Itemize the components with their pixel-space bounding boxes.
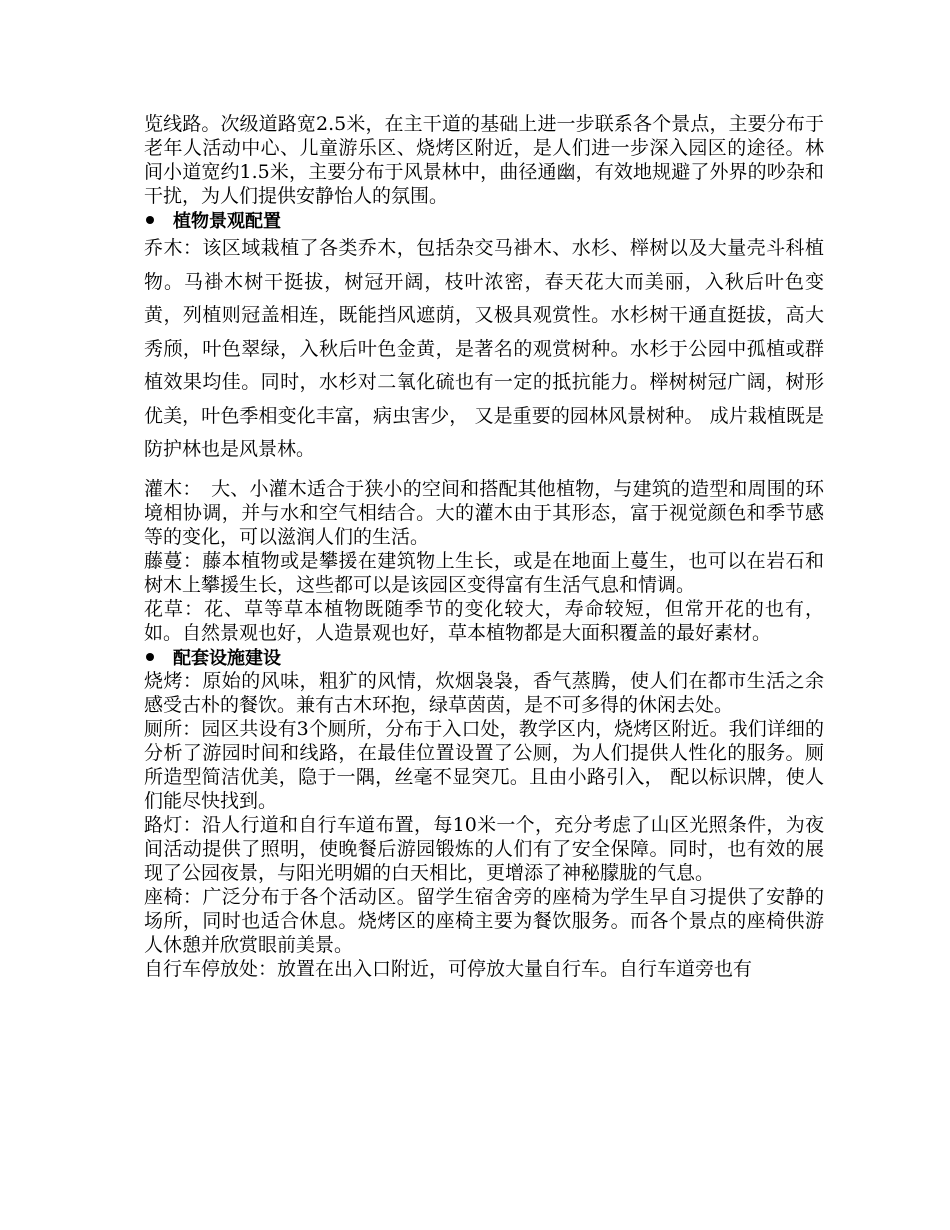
paragraph-flowers: 花草：花、草等草本植物既随季节的变化较大，寿命较短，但常开花的也有，如。自然景观也好，人造景观也好，草本植物都是大面积覆盖的最好素材。	[144, 597, 824, 644]
paragraph-benches: 座椅：广泛分布于各个活动区。留学生宿舍旁的座椅为学生早自习提供了安静的场所，同时也适合休息。烧烤区的座椅主要为餐饮服务。而各个景点的座椅供游人休憩并欣赏眼前美景。	[144, 885, 824, 956]
bullet-icon	[146, 216, 154, 224]
paragraph-bbq: 烧烤：原始的风味，粗犷的风情，炊烟袅袅，香气蒸腾，使人们在都市生活之余感受古朴的餐饮。兼有古木环抱，绿草茵茵，是不可多得的休闲去处。	[144, 669, 824, 716]
section-heading-facilities-text: 配套设施建设	[173, 647, 281, 669]
paragraph-street-lamps: 路灯：沿人行道和自行车道布置，每10米一个，充分考虑了山区光照条件，为夜间活动提供了照明，使晚餐后游园锻炼的人们有了安全保障。同时，也有效的展现了公园夜景，与阳光明媚的白天相比，更增添了神秘朦胧的气息。	[144, 813, 824, 884]
paragraph-road-network: 览线路。次级道路宽2.5米，在主干道的基础上进一步联系各个景点，主要分布于老年人活动中心、儿童游乐区、烧烤区附近，是人们进一步深入园区的途径。林间小道宽约1.5米，主要分布于风景林中，曲径通幽，有效地规避了外界的吵杂和干扰，为人们提供安静怡人的氛围。	[144, 113, 824, 207]
paragraph-trees: 乔木：该区域栽植了各类乔木，包括杂交马褂木、水杉、榉树以及大量壳斗科植物。马褂木树干挺拔，树冠开阔，枝叶浓密，春天花大而美丽，入秋后叶色变黄，列植则冠盖相连，既能挡风遮荫，又极具观赏性。水杉树干通直挺拔，高大秀颀，叶色翠绿，入秋后叶色金黄，是著名的观赏树种。水杉于公园中孤植或群植效果均佳。同时，水杉对二氧化硫也有一定的抵抗能力。榉树树冠广阔，树形优美，叶色季相变化丰富，病虫害少， 又是重要的园林风景树种。 成片栽植既是防护林也是风景林。	[144, 237, 824, 460]
section-heading-plants	[144, 208, 824, 232]
paragraph-shrubs: 灌木： 大、小灌木适合于狭小的空间和搭配其他植物，与建筑的造型和周围的环境相协调，并与水和空气相结合。大的灌木由于其形态，富于视觉颜色和季节感等的变化，可以滋润人们的生活。	[144, 477, 824, 548]
paragraph-vines: 藤蔓：藤本植物或是攀援在建筑物上生长，或是在地面上蔓生，也可以在岩石和树木上攀援生长，这些都可以是该园区变得富有生活气息和情调。	[144, 549, 824, 596]
paragraph-toilets: 厕所：园区共设有3个厕所，分布于入口处，教学区内，烧烤区附近。我们详细的分析了游园时间和线路，在最佳位置设置了公厕，为人们提供人性化的服务。厕所造型简洁优美，隐于一隅，丝毫不显突兀。且由小路引入， 配以标识牌，使人们能尽快找到。	[144, 717, 824, 812]
section-heading-plants-text: 植物景观配置	[173, 211, 281, 232]
document-page	[144, 112, 824, 981]
bullet-icon	[146, 653, 154, 661]
paragraph-bike-parking: 自行车停放处：放置在出入口附近，可停放大量自行车。自行车道旁也有	[144, 957, 753, 980]
section-heading-facilities	[144, 645, 824, 669]
